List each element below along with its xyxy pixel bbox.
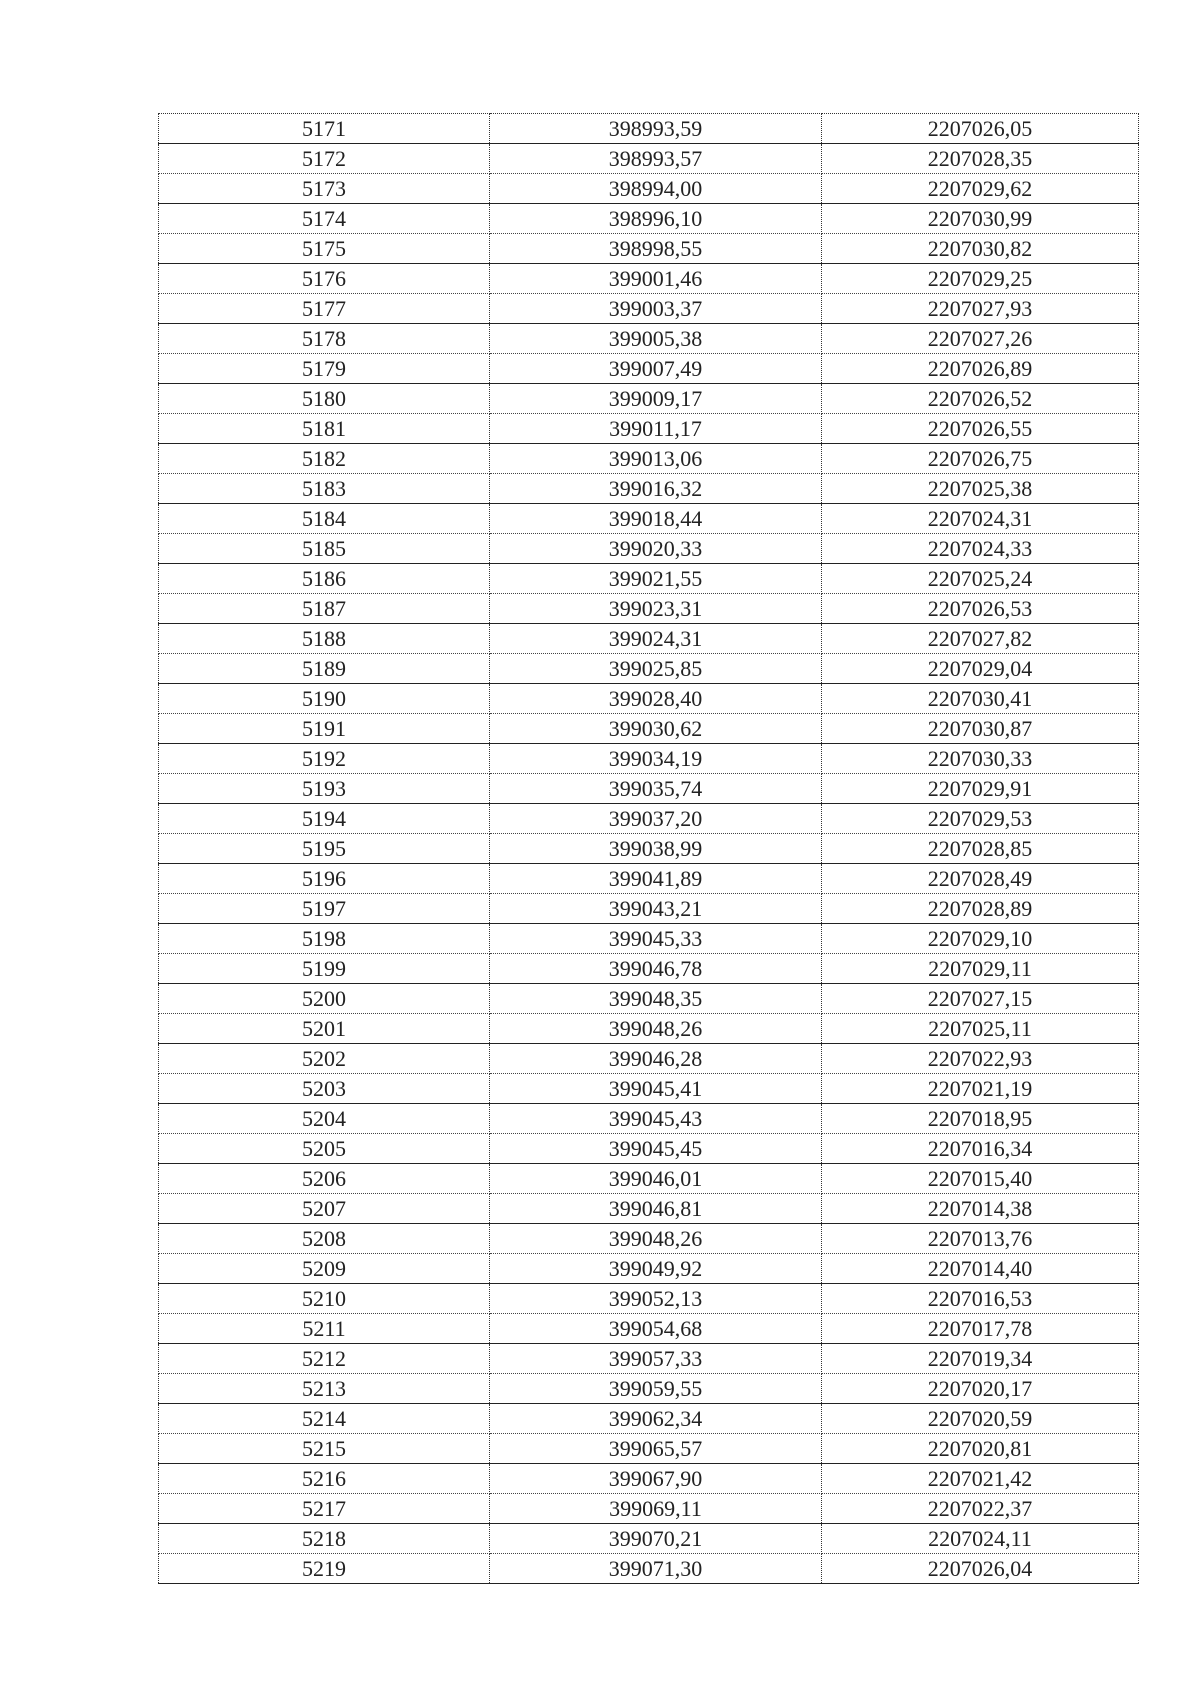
point-number-cell: 5203 bbox=[159, 1074, 490, 1104]
table-row bbox=[159, 1284, 1139, 1314]
point-number-cell: 5201 bbox=[159, 1014, 490, 1044]
point-number-cell: 5209 bbox=[159, 1254, 490, 1284]
x-coordinate-cell: 399020,33 bbox=[490, 534, 822, 564]
point-number-cell: 5194 bbox=[159, 804, 490, 834]
table-row bbox=[159, 1104, 1139, 1134]
table-row bbox=[159, 1044, 1139, 1074]
x-coordinate-cell: 399048,26 bbox=[490, 1224, 822, 1254]
y-coordinate-cell: 2207030,99 bbox=[822, 204, 1139, 234]
point-number-cell: 5192 bbox=[159, 744, 490, 774]
y-coordinate-cell: 2207015,40 bbox=[822, 1164, 1139, 1194]
table-row bbox=[159, 984, 1139, 1014]
point-number-cell: 5214 bbox=[159, 1404, 490, 1434]
y-coordinate-cell: 2207030,87 bbox=[822, 714, 1139, 744]
point-number-cell: 5207 bbox=[159, 1194, 490, 1224]
table-row bbox=[159, 1374, 1139, 1404]
table-row bbox=[159, 774, 1139, 804]
x-coordinate-cell: 399049,92 bbox=[490, 1254, 822, 1284]
point-number-cell: 5216 bbox=[159, 1464, 490, 1494]
table-row bbox=[159, 1194, 1139, 1224]
point-number-cell: 5199 bbox=[159, 954, 490, 984]
y-coordinate-cell: 2207016,53 bbox=[822, 1284, 1139, 1314]
x-coordinate-cell: 399011,17 bbox=[490, 414, 822, 444]
table-row bbox=[159, 954, 1139, 984]
point-number-cell: 5179 bbox=[159, 354, 490, 384]
x-coordinate-cell: 399001,46 bbox=[490, 264, 822, 294]
x-coordinate-cell: 399009,17 bbox=[490, 384, 822, 414]
x-coordinate-cell: 399070,21 bbox=[490, 1524, 822, 1554]
table-row bbox=[159, 354, 1139, 384]
x-coordinate-cell: 398993,57 bbox=[490, 144, 822, 174]
table-row bbox=[159, 864, 1139, 894]
y-coordinate-cell: 2207030,33 bbox=[822, 744, 1139, 774]
point-number-cell: 5178 bbox=[159, 324, 490, 354]
point-number-cell: 5181 bbox=[159, 414, 490, 444]
point-number-cell: 5180 bbox=[159, 384, 490, 414]
table-row bbox=[159, 1014, 1139, 1044]
point-number-cell: 5211 bbox=[159, 1314, 490, 1344]
table-row bbox=[159, 1494, 1139, 1524]
point-number-cell: 5212 bbox=[159, 1344, 490, 1374]
point-number-cell: 5217 bbox=[159, 1494, 490, 1524]
point-number-cell: 5219 bbox=[159, 1554, 490, 1584]
coordinate-table bbox=[158, 113, 1139, 1584]
table-row bbox=[159, 534, 1139, 564]
x-coordinate-cell: 399025,85 bbox=[490, 654, 822, 684]
point-number-cell: 5172 bbox=[159, 144, 490, 174]
table-row bbox=[159, 1524, 1139, 1554]
table-row bbox=[159, 384, 1139, 414]
point-number-cell: 5213 bbox=[159, 1374, 490, 1404]
y-coordinate-cell: 2207013,76 bbox=[822, 1224, 1139, 1254]
x-coordinate-cell: 399030,62 bbox=[490, 714, 822, 744]
point-number-cell: 5183 bbox=[159, 474, 490, 504]
x-coordinate-cell: 399005,38 bbox=[490, 324, 822, 354]
y-coordinate-cell: 2207027,15 bbox=[822, 984, 1139, 1014]
point-number-cell: 5195 bbox=[159, 834, 490, 864]
table-row bbox=[159, 714, 1139, 744]
x-coordinate-cell: 399013,06 bbox=[490, 444, 822, 474]
point-number-cell: 5185 bbox=[159, 534, 490, 564]
x-coordinate-cell: 399037,20 bbox=[490, 804, 822, 834]
y-coordinate-cell: 2207030,41 bbox=[822, 684, 1139, 714]
x-coordinate-cell: 399046,01 bbox=[490, 1164, 822, 1194]
table-row bbox=[159, 1254, 1139, 1284]
y-coordinate-cell: 2207026,55 bbox=[822, 414, 1139, 444]
x-coordinate-cell: 399045,45 bbox=[490, 1134, 822, 1164]
point-number-cell: 5175 bbox=[159, 234, 490, 264]
table-row bbox=[159, 1344, 1139, 1374]
y-coordinate-cell: 2207029,04 bbox=[822, 654, 1139, 684]
y-coordinate-cell: 2207028,49 bbox=[822, 864, 1139, 894]
y-coordinate-cell: 2207026,53 bbox=[822, 594, 1139, 624]
table-row bbox=[159, 1464, 1139, 1494]
point-number-cell: 5208 bbox=[159, 1224, 490, 1254]
table-row bbox=[159, 1404, 1139, 1434]
y-coordinate-cell: 2207029,91 bbox=[822, 774, 1139, 804]
table-row bbox=[159, 1434, 1139, 1464]
x-coordinate-cell: 399045,41 bbox=[490, 1074, 822, 1104]
x-coordinate-cell: 399003,37 bbox=[490, 294, 822, 324]
x-coordinate-cell: 399045,43 bbox=[490, 1104, 822, 1134]
x-coordinate-cell: 399016,32 bbox=[490, 474, 822, 504]
y-coordinate-cell: 2207028,89 bbox=[822, 894, 1139, 924]
point-number-cell: 5182 bbox=[159, 444, 490, 474]
table-row bbox=[159, 684, 1139, 714]
table-row bbox=[159, 744, 1139, 774]
y-coordinate-cell: 2207026,89 bbox=[822, 354, 1139, 384]
point-number-cell: 5177 bbox=[159, 294, 490, 324]
table-row bbox=[159, 1554, 1139, 1584]
y-coordinate-cell: 2207030,82 bbox=[822, 234, 1139, 264]
y-coordinate-cell: 2207028,35 bbox=[822, 144, 1139, 174]
x-coordinate-cell: 399048,26 bbox=[490, 1014, 822, 1044]
x-coordinate-cell: 399041,89 bbox=[490, 864, 822, 894]
y-coordinate-cell: 2207018,95 bbox=[822, 1104, 1139, 1134]
table-row bbox=[159, 1164, 1139, 1194]
point-number-cell: 5187 bbox=[159, 594, 490, 624]
y-coordinate-cell: 2207024,33 bbox=[822, 534, 1139, 564]
x-coordinate-cell: 398993,59 bbox=[490, 114, 822, 144]
point-number-cell: 5200 bbox=[159, 984, 490, 1014]
x-coordinate-cell: 399023,31 bbox=[490, 594, 822, 624]
x-coordinate-cell: 399062,34 bbox=[490, 1404, 822, 1434]
y-coordinate-cell: 2207022,37 bbox=[822, 1494, 1139, 1524]
point-number-cell: 5188 bbox=[159, 624, 490, 654]
y-coordinate-cell: 2207029,62 bbox=[822, 174, 1139, 204]
y-coordinate-cell: 2207029,25 bbox=[822, 264, 1139, 294]
point-number-cell: 5171 bbox=[159, 114, 490, 144]
y-coordinate-cell: 2207021,19 bbox=[822, 1074, 1139, 1104]
x-coordinate-cell: 399071,30 bbox=[490, 1554, 822, 1584]
table-row bbox=[159, 264, 1139, 294]
point-number-cell: 5210 bbox=[159, 1284, 490, 1314]
table-body bbox=[159, 114, 1139, 1584]
point-number-cell: 5196 bbox=[159, 864, 490, 894]
x-coordinate-cell: 399035,74 bbox=[490, 774, 822, 804]
point-number-cell: 5198 bbox=[159, 924, 490, 954]
x-coordinate-cell: 399043,21 bbox=[490, 894, 822, 924]
x-coordinate-cell: 399065,57 bbox=[490, 1434, 822, 1464]
y-coordinate-cell: 2207029,10 bbox=[822, 924, 1139, 954]
x-coordinate-cell: 398998,55 bbox=[490, 234, 822, 264]
table-row bbox=[159, 414, 1139, 444]
x-coordinate-cell: 399048,35 bbox=[490, 984, 822, 1014]
table-row bbox=[159, 924, 1139, 954]
table-row bbox=[159, 834, 1139, 864]
x-coordinate-cell: 399067,90 bbox=[490, 1464, 822, 1494]
x-coordinate-cell: 399052,13 bbox=[490, 1284, 822, 1314]
point-number-cell: 5205 bbox=[159, 1134, 490, 1164]
x-coordinate-cell: 399046,28 bbox=[490, 1044, 822, 1074]
y-coordinate-cell: 2207026,75 bbox=[822, 444, 1139, 474]
point-number-cell: 5189 bbox=[159, 654, 490, 684]
x-coordinate-cell: 399054,68 bbox=[490, 1314, 822, 1344]
y-coordinate-cell: 2207021,42 bbox=[822, 1464, 1139, 1494]
point-number-cell: 5190 bbox=[159, 684, 490, 714]
table-row bbox=[159, 594, 1139, 624]
y-coordinate-cell: 2207020,81 bbox=[822, 1434, 1139, 1464]
x-coordinate-cell: 399069,11 bbox=[490, 1494, 822, 1524]
x-coordinate-cell: 399045,33 bbox=[490, 924, 822, 954]
point-number-cell: 5202 bbox=[159, 1044, 490, 1074]
point-number-cell: 5204 bbox=[159, 1104, 490, 1134]
y-coordinate-cell: 2207028,85 bbox=[822, 834, 1139, 864]
x-coordinate-cell: 399046,81 bbox=[490, 1194, 822, 1224]
x-coordinate-cell: 399038,99 bbox=[490, 834, 822, 864]
point-number-cell: 5174 bbox=[159, 204, 490, 234]
table-row bbox=[159, 324, 1139, 354]
y-coordinate-cell: 2207019,34 bbox=[822, 1344, 1139, 1374]
y-coordinate-cell: 2207025,24 bbox=[822, 564, 1139, 594]
x-coordinate-cell: 399057,33 bbox=[490, 1344, 822, 1374]
y-coordinate-cell: 2207017,78 bbox=[822, 1314, 1139, 1344]
y-coordinate-cell: 2207029,53 bbox=[822, 804, 1139, 834]
table-row bbox=[159, 804, 1139, 834]
y-coordinate-cell: 2207016,34 bbox=[822, 1134, 1139, 1164]
y-coordinate-cell: 2207020,17 bbox=[822, 1374, 1139, 1404]
point-number-cell: 5184 bbox=[159, 504, 490, 534]
table-row bbox=[159, 294, 1139, 324]
table-row bbox=[159, 1134, 1139, 1164]
table-row bbox=[159, 174, 1139, 204]
y-coordinate-cell: 2207026,04 bbox=[822, 1554, 1139, 1584]
y-coordinate-cell: 2207024,31 bbox=[822, 504, 1139, 534]
point-number-cell: 5173 bbox=[159, 174, 490, 204]
table-row bbox=[159, 1224, 1139, 1254]
x-coordinate-cell: 398994,00 bbox=[490, 174, 822, 204]
y-coordinate-cell: 2207027,93 bbox=[822, 294, 1139, 324]
table-row bbox=[159, 894, 1139, 924]
x-coordinate-cell: 399007,49 bbox=[490, 354, 822, 384]
x-coordinate-cell: 399059,55 bbox=[490, 1374, 822, 1404]
y-coordinate-cell: 2207025,11 bbox=[822, 1014, 1139, 1044]
x-coordinate-cell: 399021,55 bbox=[490, 564, 822, 594]
y-coordinate-cell: 2207027,26 bbox=[822, 324, 1139, 354]
point-number-cell: 5206 bbox=[159, 1164, 490, 1194]
point-number-cell: 5193 bbox=[159, 774, 490, 804]
x-coordinate-cell: 398996,10 bbox=[490, 204, 822, 234]
y-coordinate-cell: 2207025,38 bbox=[822, 474, 1139, 504]
y-coordinate-cell: 2207020,59 bbox=[822, 1404, 1139, 1434]
y-coordinate-cell: 2207029,11 bbox=[822, 954, 1139, 984]
table-row bbox=[159, 654, 1139, 684]
table-row bbox=[159, 444, 1139, 474]
table-row bbox=[159, 1314, 1139, 1344]
point-number-cell: 5176 bbox=[159, 264, 490, 294]
y-coordinate-cell: 2207014,38 bbox=[822, 1194, 1139, 1224]
x-coordinate-cell: 399024,31 bbox=[490, 624, 822, 654]
point-number-cell: 5215 bbox=[159, 1434, 490, 1464]
y-coordinate-cell: 2207014,40 bbox=[822, 1254, 1139, 1284]
table-row bbox=[159, 474, 1139, 504]
point-number-cell: 5197 bbox=[159, 894, 490, 924]
point-number-cell: 5218 bbox=[159, 1524, 490, 1554]
table-row bbox=[159, 204, 1139, 234]
x-coordinate-cell: 399034,19 bbox=[490, 744, 822, 774]
point-number-cell: 5186 bbox=[159, 564, 490, 594]
table-row bbox=[159, 504, 1139, 534]
point-number-cell: 5191 bbox=[159, 714, 490, 744]
table-row bbox=[159, 1074, 1139, 1104]
y-coordinate-cell: 2207022,93 bbox=[822, 1044, 1139, 1074]
y-coordinate-cell: 2207026,05 bbox=[822, 114, 1139, 144]
table-row bbox=[159, 234, 1139, 264]
table-row bbox=[159, 114, 1139, 144]
x-coordinate-cell: 399028,40 bbox=[490, 684, 822, 714]
x-coordinate-cell: 399046,78 bbox=[490, 954, 822, 984]
y-coordinate-cell: 2207024,11 bbox=[822, 1524, 1139, 1554]
y-coordinate-cell: 2207027,82 bbox=[822, 624, 1139, 654]
table-row bbox=[159, 564, 1139, 594]
y-coordinate-cell: 2207026,52 bbox=[822, 384, 1139, 414]
table-row bbox=[159, 624, 1139, 654]
x-coordinate-cell: 399018,44 bbox=[490, 504, 822, 534]
table-row bbox=[159, 144, 1139, 174]
